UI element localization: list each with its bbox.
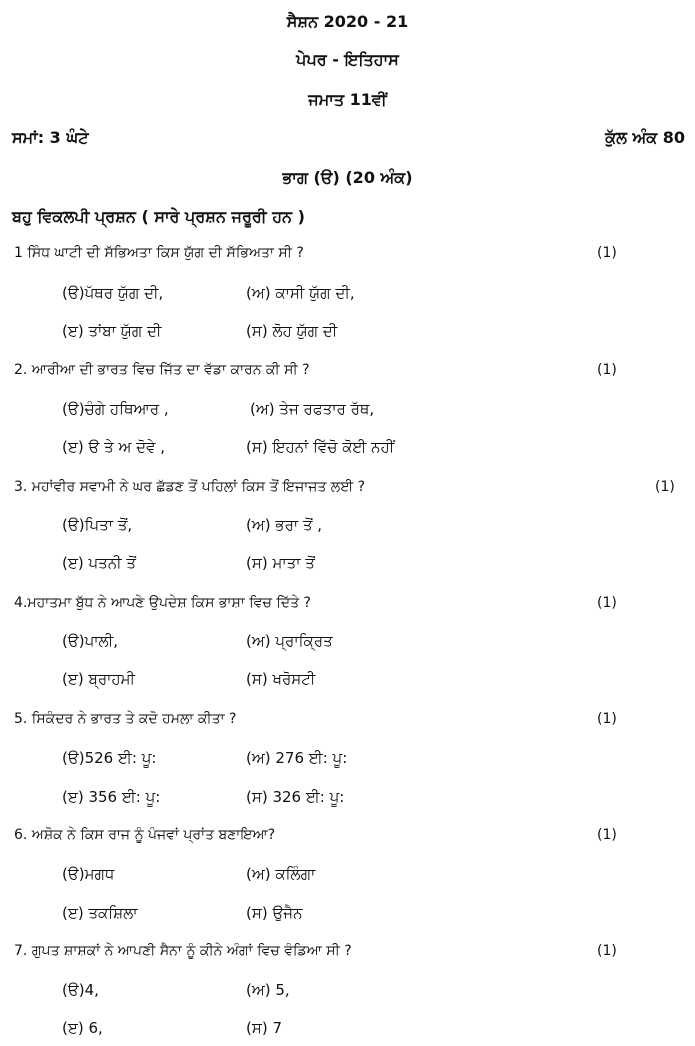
question-7-option-a: (ੳ)4, [62,981,99,999]
question-1-option-b: (ਅ) ਕਾਸੀ ਯੁੱਗ ਦੀ, [246,284,355,302]
question-1-option-a: (ੳ)ਪੱਥਰ ਯੁੱਗ ਦੀ, [62,284,164,302]
question-1: 1 ਸਿੰਧ ਘਾਟੀ ਦੀ ਸੱਭਿਅਤਾ ਕਿਸ ਯੁੱਗ ਦੀ ਸੱਭਿਅਤਾ ਸੀ ? [14,245,304,261]
question-2-option-d: (ਸ) ਇਹਨਾਂ ਵਿੱਚੋ ਕੋਈ ਨਹੀਂ [246,438,395,456]
class-title: ਜਮਾਤ 11ਵੀਂ [308,90,387,109]
question-6-marks: (1) [597,827,617,843]
section-title: ਬਹੁ ਵਿਕਲਪੀ ਪ੍ਰਸ਼ਨ ( ਸਾਰੇ ਪ੍ਰਸ਼ਨ ਜਰੂਰੀ ਹਨ ) [12,207,305,226]
question-2: 2. ਆਰੀਆ ਦੀ ਭਾਰਤ ਵਿਚ ਜਿੱਤ ਦਾ ਵੱਡਾ ਕਾਰਨ ਕੀ ਸੀ ? [14,362,310,378]
question-4-option-a: (ੳ)ਪਾਲੀ, [62,632,118,650]
question-3-option-d: (ਸ) ਮਾਤਾ ਤੋਂ [246,554,315,572]
question-2-option-b: (ਅ) ਤੇਜ ਰਫਤਾਰ ਰੱਥ, [250,400,375,418]
question-1-marks: (1) [597,245,617,261]
question-2-option-a: (ੳ)ਚੰਗੇ ਹਥਿਆਰ , [62,400,169,418]
question-3-option-b: (ਅ) ਭਰਾ ਤੋਂ , [246,516,323,534]
question-6-option-c: (ੲ) ਤਕਸ਼ਿਲਾ [62,904,138,922]
question-6-option-a: (ੳ)ਮਗਧ [62,865,115,883]
question-5-option-c: (ੲ) 356 ਈ: ਪੂ: [62,788,161,806]
question-4-option-d: (ਸ) ਖਰੋਸਟੀ [246,670,316,688]
question-4-option-c: (ੲ) ਬ੍ਰਾਹਮੀ [62,670,136,688]
part-title: ਭਾਗ (ੳ) (20 ਅੰਕ) [282,168,413,187]
time-label: ਸਮਾਂ: 3 ਘੰਟੇ [12,128,89,147]
question-6-option-d: (ਸ) ਉਜੈਨ [246,904,303,922]
question-7-marks: (1) [597,943,617,959]
question-7: 7. ਗੁਪਤ ਸ਼ਾਸ਼ਕਾਂ ਨੇ ਆਪਣੀ ਸੈਨਾ ਨੂੰ ਕੀਨੇ ਅੰਗਾਂ ਵਿਚ ਵੰਡਿਆ ਸੀ ? [14,943,352,959]
question-3-option-c: (ੲ) ਪਤਨੀ ਤੋਂ [62,554,136,572]
question-7-option-d: (ਸ) 7 [246,1019,283,1037]
question-2-option-c: (ੲ) ੳ ਤੇ ਅ ਦੋਵੇ , [62,438,166,456]
question-4-option-b: (ਅ) ਪ੍ਰਾਕ੍ਰਿਤ [246,632,333,650]
question-1-option-c: (ੲ) ਤਾਂਬਾ ਯੁੱਗ ਦੀ [62,322,162,340]
total-marks-label: ਕੁੱਲ ਅੰਕ 80 [605,128,685,147]
question-3: 3. ਮਹਾਂਵੀਰ ਸਵਾਮੀ ਨੇ ਘਰ ਛੱਡਣ ਤੋਂ ਪਹਿਲਾਂ ਕਿਸ ਤੋਂ ਇਜਾਜਤ ਲਈ ? [14,479,366,495]
question-5-option-d: (ਸ) 326 ਈ: ਪੂ: [246,788,345,806]
session-title: ਸੈਸ਼ਨ 2020 - 21 [286,12,409,31]
question-4-marks: (1) [597,595,617,611]
question-5-option-b: (ਅ) 276 ਈ: ਪੂ: [246,749,348,767]
question-1-option-d: (ਸ) ਲੋਹ ਯੁੱਗ ਦੀ [246,322,338,340]
question-7-option-c: (ੲ) 6, [62,1019,103,1037]
question-7-option-b: (ਅ) 5, [246,981,290,999]
paper-title: ਪੇਪਰ - ਇਤਿਹਾਸ [296,50,399,69]
question-5-marks: (1) [597,711,617,727]
question-6-option-b: (ਅ) ਕਲਿੰਗਾ [246,865,316,883]
question-3-option-a: (ੳ)ਪਿਤਾ ਤੋਂ, [62,516,133,534]
question-3-marks: (1) [655,479,675,495]
question-5-option-a: (ੳ)526 ਈ: ਪੂ: [62,749,157,767]
question-5: 5. ਸਿਕੰਦਰ ਨੇ ਭਾਰਤ ਤੇ ਕਦੋ ਹਮਲਾ ਕੀਤਾ ? [14,711,237,727]
question-4: 4.ਮਹਾਤਮਾ ਬੁੱਧ ਨੇ ਆਪਣੇ ਉਪਦੇਸ਼ ਕਿਸ ਭਾਸ਼ਾ ਵਿਚ ਦਿੱਤੇ ? [14,595,311,611]
question-2-marks: (1) [597,362,617,378]
question-6: 6. ਅਸ਼ੋਕ ਨੇ ਕਿਸ ਰਾਜ ਨੂੰ ਪੰਜਵਾਂ ਪ੍ਰਾਂਤ ਬਣਾਇਆ? [14,827,276,843]
